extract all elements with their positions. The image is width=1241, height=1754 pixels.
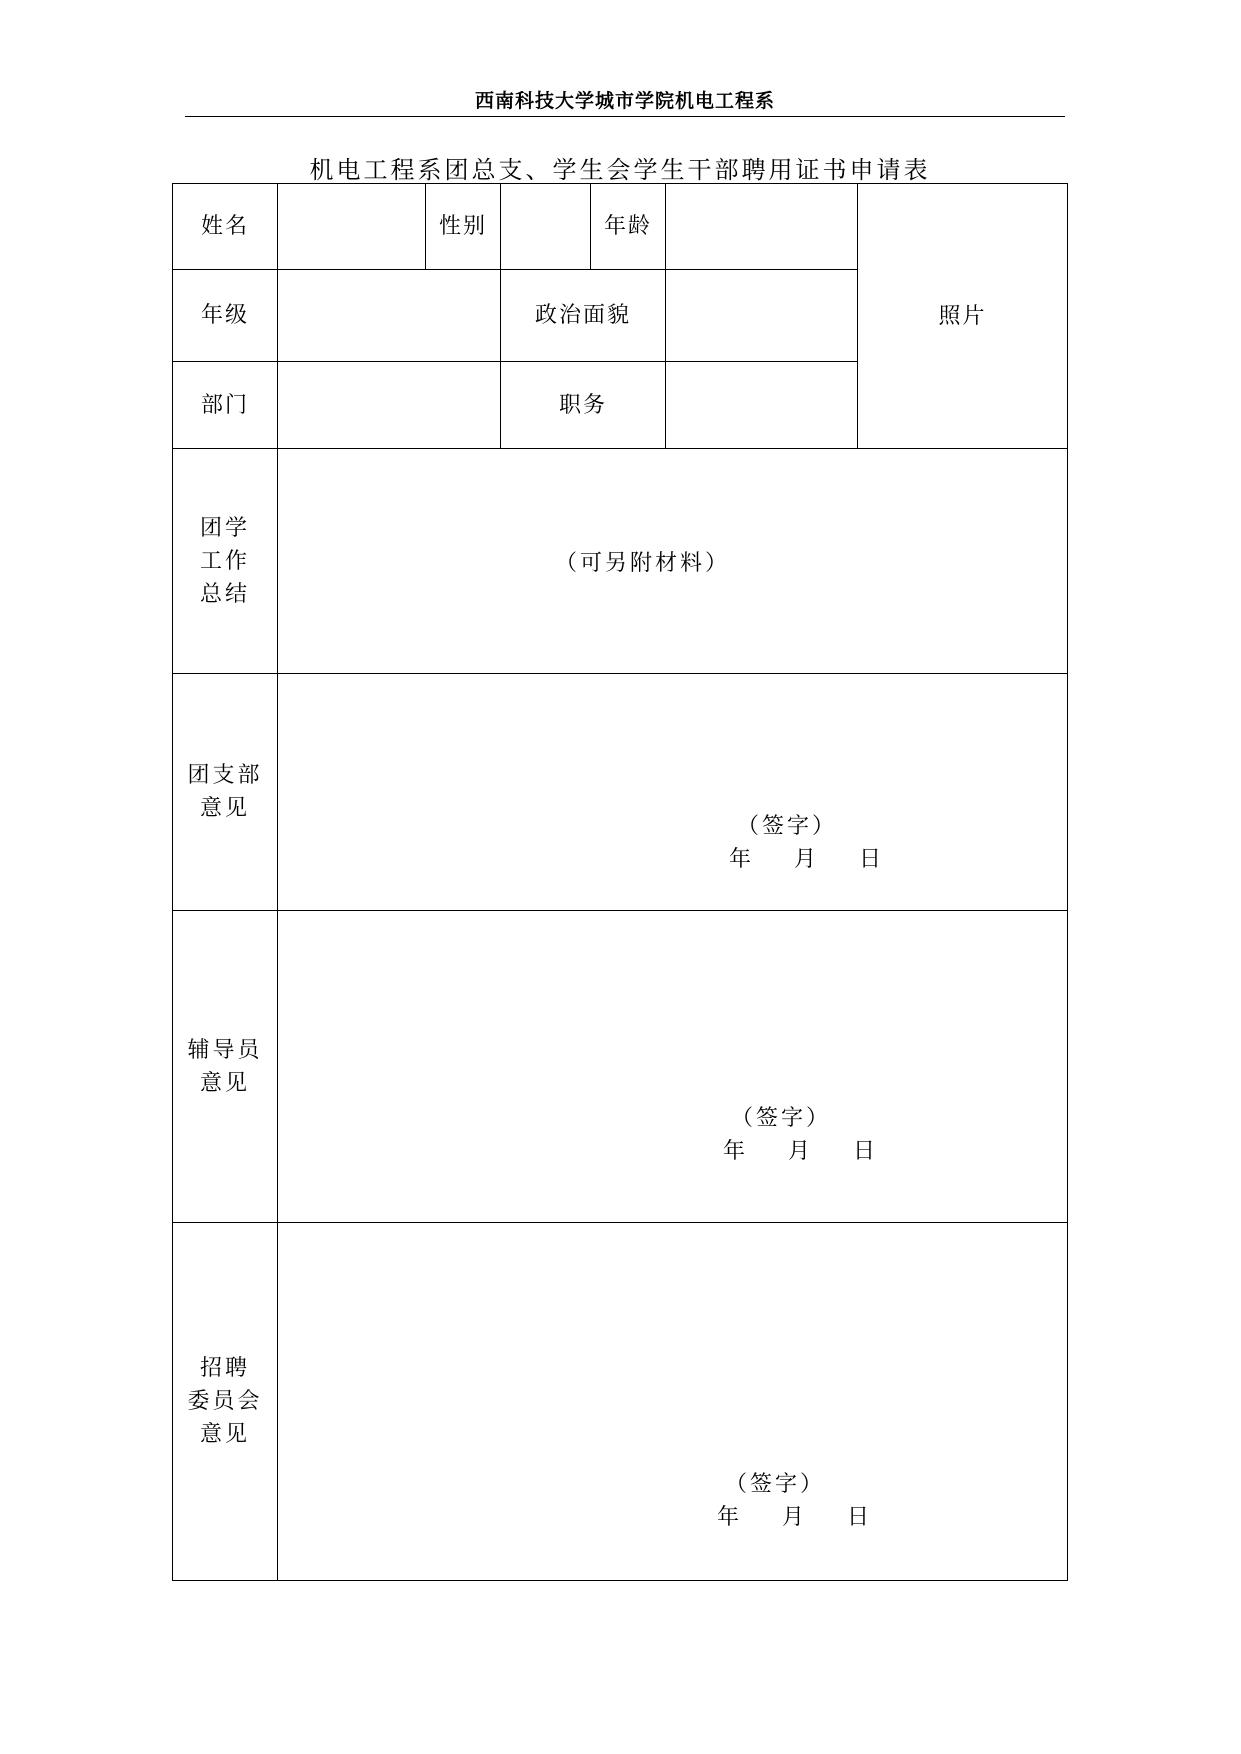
age-label-cell xyxy=(590,183,666,270)
committee-label-line: 委员会 xyxy=(187,1389,263,1414)
counselor-signature: （签字） xyxy=(731,1106,832,1131)
league-branch-opinion-field[interactable] xyxy=(277,673,1068,911)
gender-field[interactable] xyxy=(500,183,591,270)
name-label: 姓名 xyxy=(200,214,249,239)
grade-label: 年级 xyxy=(200,303,249,328)
name-field[interactable] xyxy=(277,183,426,270)
counselor-date: 年 月 日 xyxy=(723,1139,878,1164)
grade-label-cell xyxy=(172,269,278,362)
age-field[interactable] xyxy=(665,183,858,270)
photo-label: 照片 xyxy=(938,303,987,329)
counselor-label xyxy=(187,1034,262,1100)
photo-box[interactable] xyxy=(857,183,1068,449)
committee-date: 年 月 日 xyxy=(717,1505,872,1530)
work-summary-label-line: 总结 xyxy=(199,581,250,607)
league-branch-signature: （签字） xyxy=(737,814,838,839)
position-label-cell xyxy=(500,361,666,449)
political-status-label-cell xyxy=(500,269,666,362)
political-status-label: 政治面貌 xyxy=(534,303,631,328)
political-status-field[interactable] xyxy=(665,269,858,362)
header-divider xyxy=(185,116,1065,117)
name-label-cell xyxy=(172,183,278,270)
form-title: 机电工程系团总支、学生会学生干部聘用证书申请表 xyxy=(309,156,931,184)
league-branch-label xyxy=(187,759,262,825)
age-label: 年龄 xyxy=(603,214,652,239)
league-branch-label-line: 意见 xyxy=(199,796,250,821)
counselor-label-line: 辅导员 xyxy=(187,1037,263,1063)
department-field[interactable] xyxy=(277,361,501,449)
work-summary-label-line: 团学 xyxy=(199,515,250,541)
work-summary-label-line: 工作 xyxy=(199,548,250,574)
position-label: 职务 xyxy=(558,392,607,418)
counselor-opinion-field[interactable] xyxy=(277,910,1068,1223)
gender-label: 性别 xyxy=(438,214,487,239)
committee-label-line: 意见 xyxy=(199,1422,250,1447)
attachment-note: （可另附材料） xyxy=(555,551,731,576)
counselor-label-line: 意见 xyxy=(199,1070,250,1096)
work-summary-label-cell xyxy=(172,448,278,674)
league-branch-label-line: 团支部 xyxy=(187,763,263,788)
position-field[interactable] xyxy=(665,361,858,449)
counselor-label-cell xyxy=(172,910,278,1223)
committee-signature: （签字） xyxy=(725,1472,826,1497)
committee-label-cell xyxy=(172,1222,278,1581)
work-summary-label xyxy=(200,512,250,611)
committee-opinion-field[interactable] xyxy=(277,1222,1068,1581)
gender-label-cell xyxy=(425,183,501,270)
institution-header: 西南科技大学城市学院机电工程系 xyxy=(474,90,775,112)
league-branch-date: 年 月 日 xyxy=(729,847,884,872)
committee-label xyxy=(187,1352,262,1451)
committee-label-line: 招聘 xyxy=(199,1356,250,1381)
league-branch-label-cell xyxy=(172,673,278,911)
grade-field[interactable] xyxy=(277,269,501,362)
department-label: 部门 xyxy=(200,392,249,418)
department-label-cell xyxy=(172,361,278,449)
